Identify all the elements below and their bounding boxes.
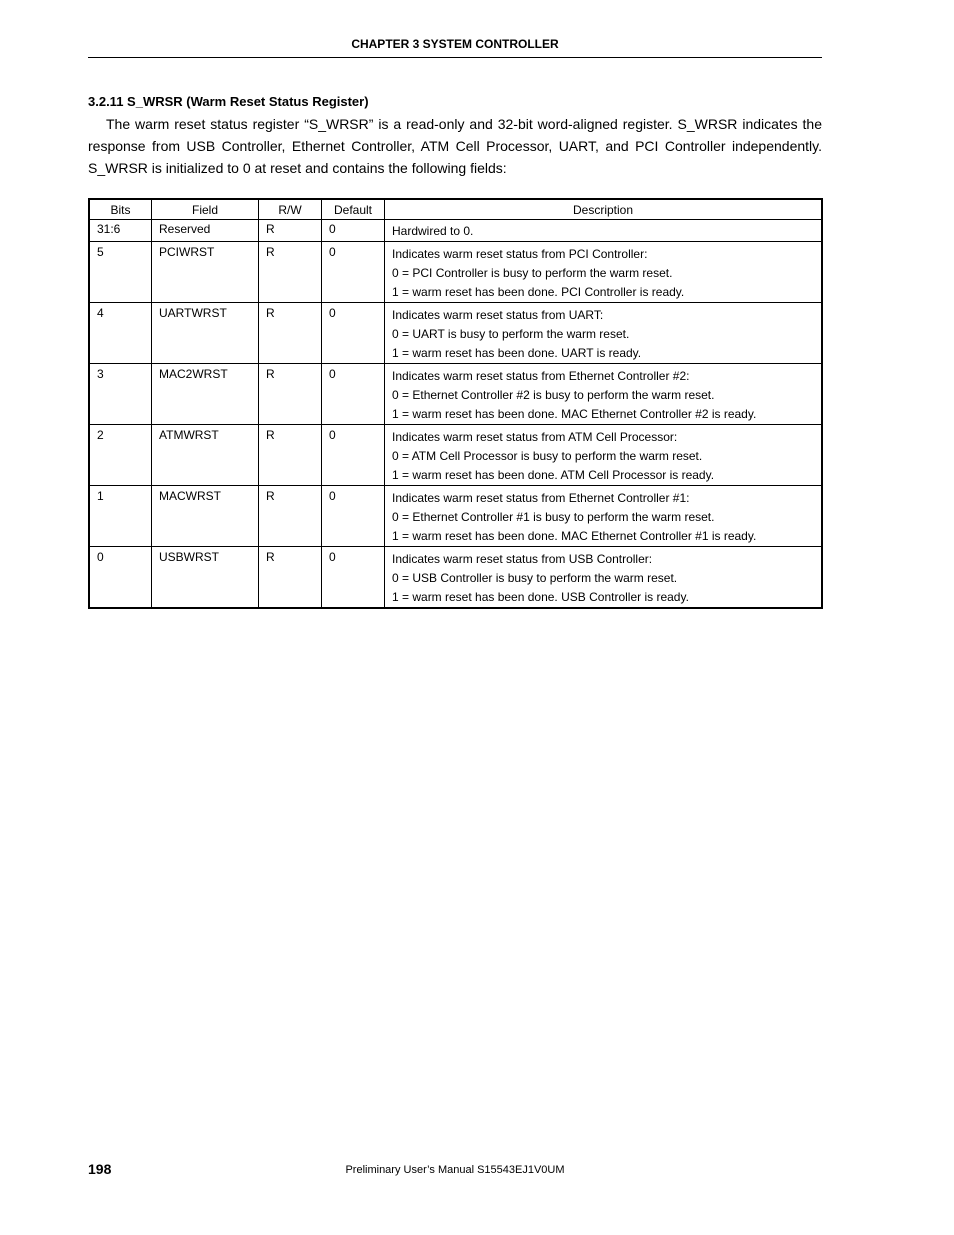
- description-line: 1 = warm reset has been done. MAC Ethernet Controller #1 is ready.: [392, 529, 757, 543]
- cell-rw: R: [259, 547, 322, 609]
- cell-field: MAC2WRST: [152, 364, 259, 425]
- table-row: [89, 242, 822, 303]
- cell-rw: R: [259, 364, 322, 425]
- description-line: 1 = warm reset has been done. ATM Cell Processor is ready.: [392, 468, 715, 482]
- cell-default: 0: [322, 425, 385, 486]
- table-row: [89, 303, 822, 364]
- cell-rw: R: [259, 425, 322, 486]
- cell-description: [385, 547, 823, 609]
- header-bits: Bits: [89, 199, 152, 220]
- cell-field: UARTWRST: [152, 303, 259, 364]
- description-line: 0 = PCI Controller is busy to perform the warm reset.: [392, 266, 673, 280]
- cell-field: Reserved: [152, 220, 259, 242]
- table-row: [89, 425, 822, 486]
- register-fields-table: [88, 198, 823, 609]
- table-row: [89, 220, 822, 242]
- description-line: Indicates warm reset status from USB Controller:: [392, 552, 653, 566]
- cell-field: USBWRST: [152, 547, 259, 609]
- cell-bits: 0: [89, 547, 152, 609]
- cell-description: [385, 425, 823, 486]
- cell-default: 0: [322, 364, 385, 425]
- description-line: 1 = warm reset has been done. PCI Controller is ready.: [392, 285, 685, 299]
- description-line: 1 = warm reset has been done. USB Controller is ready.: [392, 590, 689, 604]
- description-line: 0 = Ethernet Controller #1 is busy to perform the warm reset.: [392, 510, 715, 524]
- description-line: Indicates warm reset status from Ethernet Controller #2:: [392, 369, 690, 383]
- cell-field: ATMWRST: [152, 425, 259, 486]
- description-line: 0 = UART is busy to perform the warm reset.: [392, 327, 630, 341]
- section-title: 3.2.11 S_WRSR (Warm Reset Status Register): [88, 94, 369, 109]
- cell-bits: 5: [89, 242, 152, 303]
- chapter-header: CHAPTER 3 SYSTEM CONTROLLER: [351, 37, 559, 51]
- description-line: Indicates warm reset status from UART:: [392, 308, 604, 322]
- cell-default: 0: [322, 242, 385, 303]
- cell-bits: 1: [89, 486, 152, 547]
- cell-description: [385, 242, 823, 303]
- cell-rw: R: [259, 303, 322, 364]
- header-field: Field: [152, 199, 259, 220]
- cell-description: [385, 220, 823, 242]
- header-description: Description: [385, 199, 823, 220]
- table-body: [89, 220, 822, 609]
- table-row: [89, 364, 822, 425]
- cell-bits: 31:6: [89, 220, 152, 242]
- cell-field: PCIWRST: [152, 242, 259, 303]
- cell-default: 0: [322, 220, 385, 242]
- header-default: Default: [322, 199, 385, 220]
- cell-default: 0: [322, 547, 385, 609]
- description-line: Indicates warm reset status from Ethernet Controller #1:: [392, 491, 690, 505]
- cell-description: [385, 303, 823, 364]
- description-line: 0 = USB Controller is busy to perform the warm reset.: [392, 571, 678, 585]
- cell-field: MACWRST: [152, 486, 259, 547]
- cell-bits: 3: [89, 364, 152, 425]
- page-number: 198: [88, 1161, 112, 1177]
- description-line: Indicates warm reset status from PCI Controller:: [392, 247, 648, 261]
- table-row: [89, 547, 822, 609]
- intro-paragraph: The warm reset status register “S_WRSR” is a read-only and 32-bit word-aligned register. S_WRSR indicates the response from USB Controller, Ethernet Controller, ATM Cell Processor, UART, and PCI Controller independently. S_WRSR is initialized to 0 at reset and contains the following fields:: [88, 116, 822, 176]
- description-line: 0 = ATM Cell Processor is busy to perform the warm reset.: [392, 449, 703, 463]
- cell-default: 0: [322, 486, 385, 547]
- header-rule: [88, 57, 822, 58]
- description-line: Indicates warm reset status from ATM Cell Processor:: [392, 430, 678, 444]
- cell-default: 0: [322, 303, 385, 364]
- header-rw: R/W: [259, 199, 322, 220]
- cell-bits: 2: [89, 425, 152, 486]
- cell-description: [385, 364, 823, 425]
- description-line: 1 = warm reset has been done. UART is ready.: [392, 346, 642, 360]
- table-row: [89, 486, 822, 547]
- cell-bits: 4: [89, 303, 152, 364]
- description-line: 0 = Ethernet Controller #2 is busy to perform the warm reset.: [392, 388, 715, 402]
- footer-manual-id: Preliminary User’s Manual S15543EJ1V0UM: [345, 1164, 565, 1176]
- cell-rw: R: [259, 242, 322, 303]
- cell-rw: R: [259, 220, 322, 242]
- description-line: 1 = warm reset has been done. MAC Ethernet Controller #2 is ready.: [392, 407, 757, 421]
- table-header-row: [89, 199, 822, 220]
- cell-description: [385, 486, 823, 547]
- description-line: Hardwired to 0.: [392, 224, 474, 238]
- cell-rw: R: [259, 486, 322, 547]
